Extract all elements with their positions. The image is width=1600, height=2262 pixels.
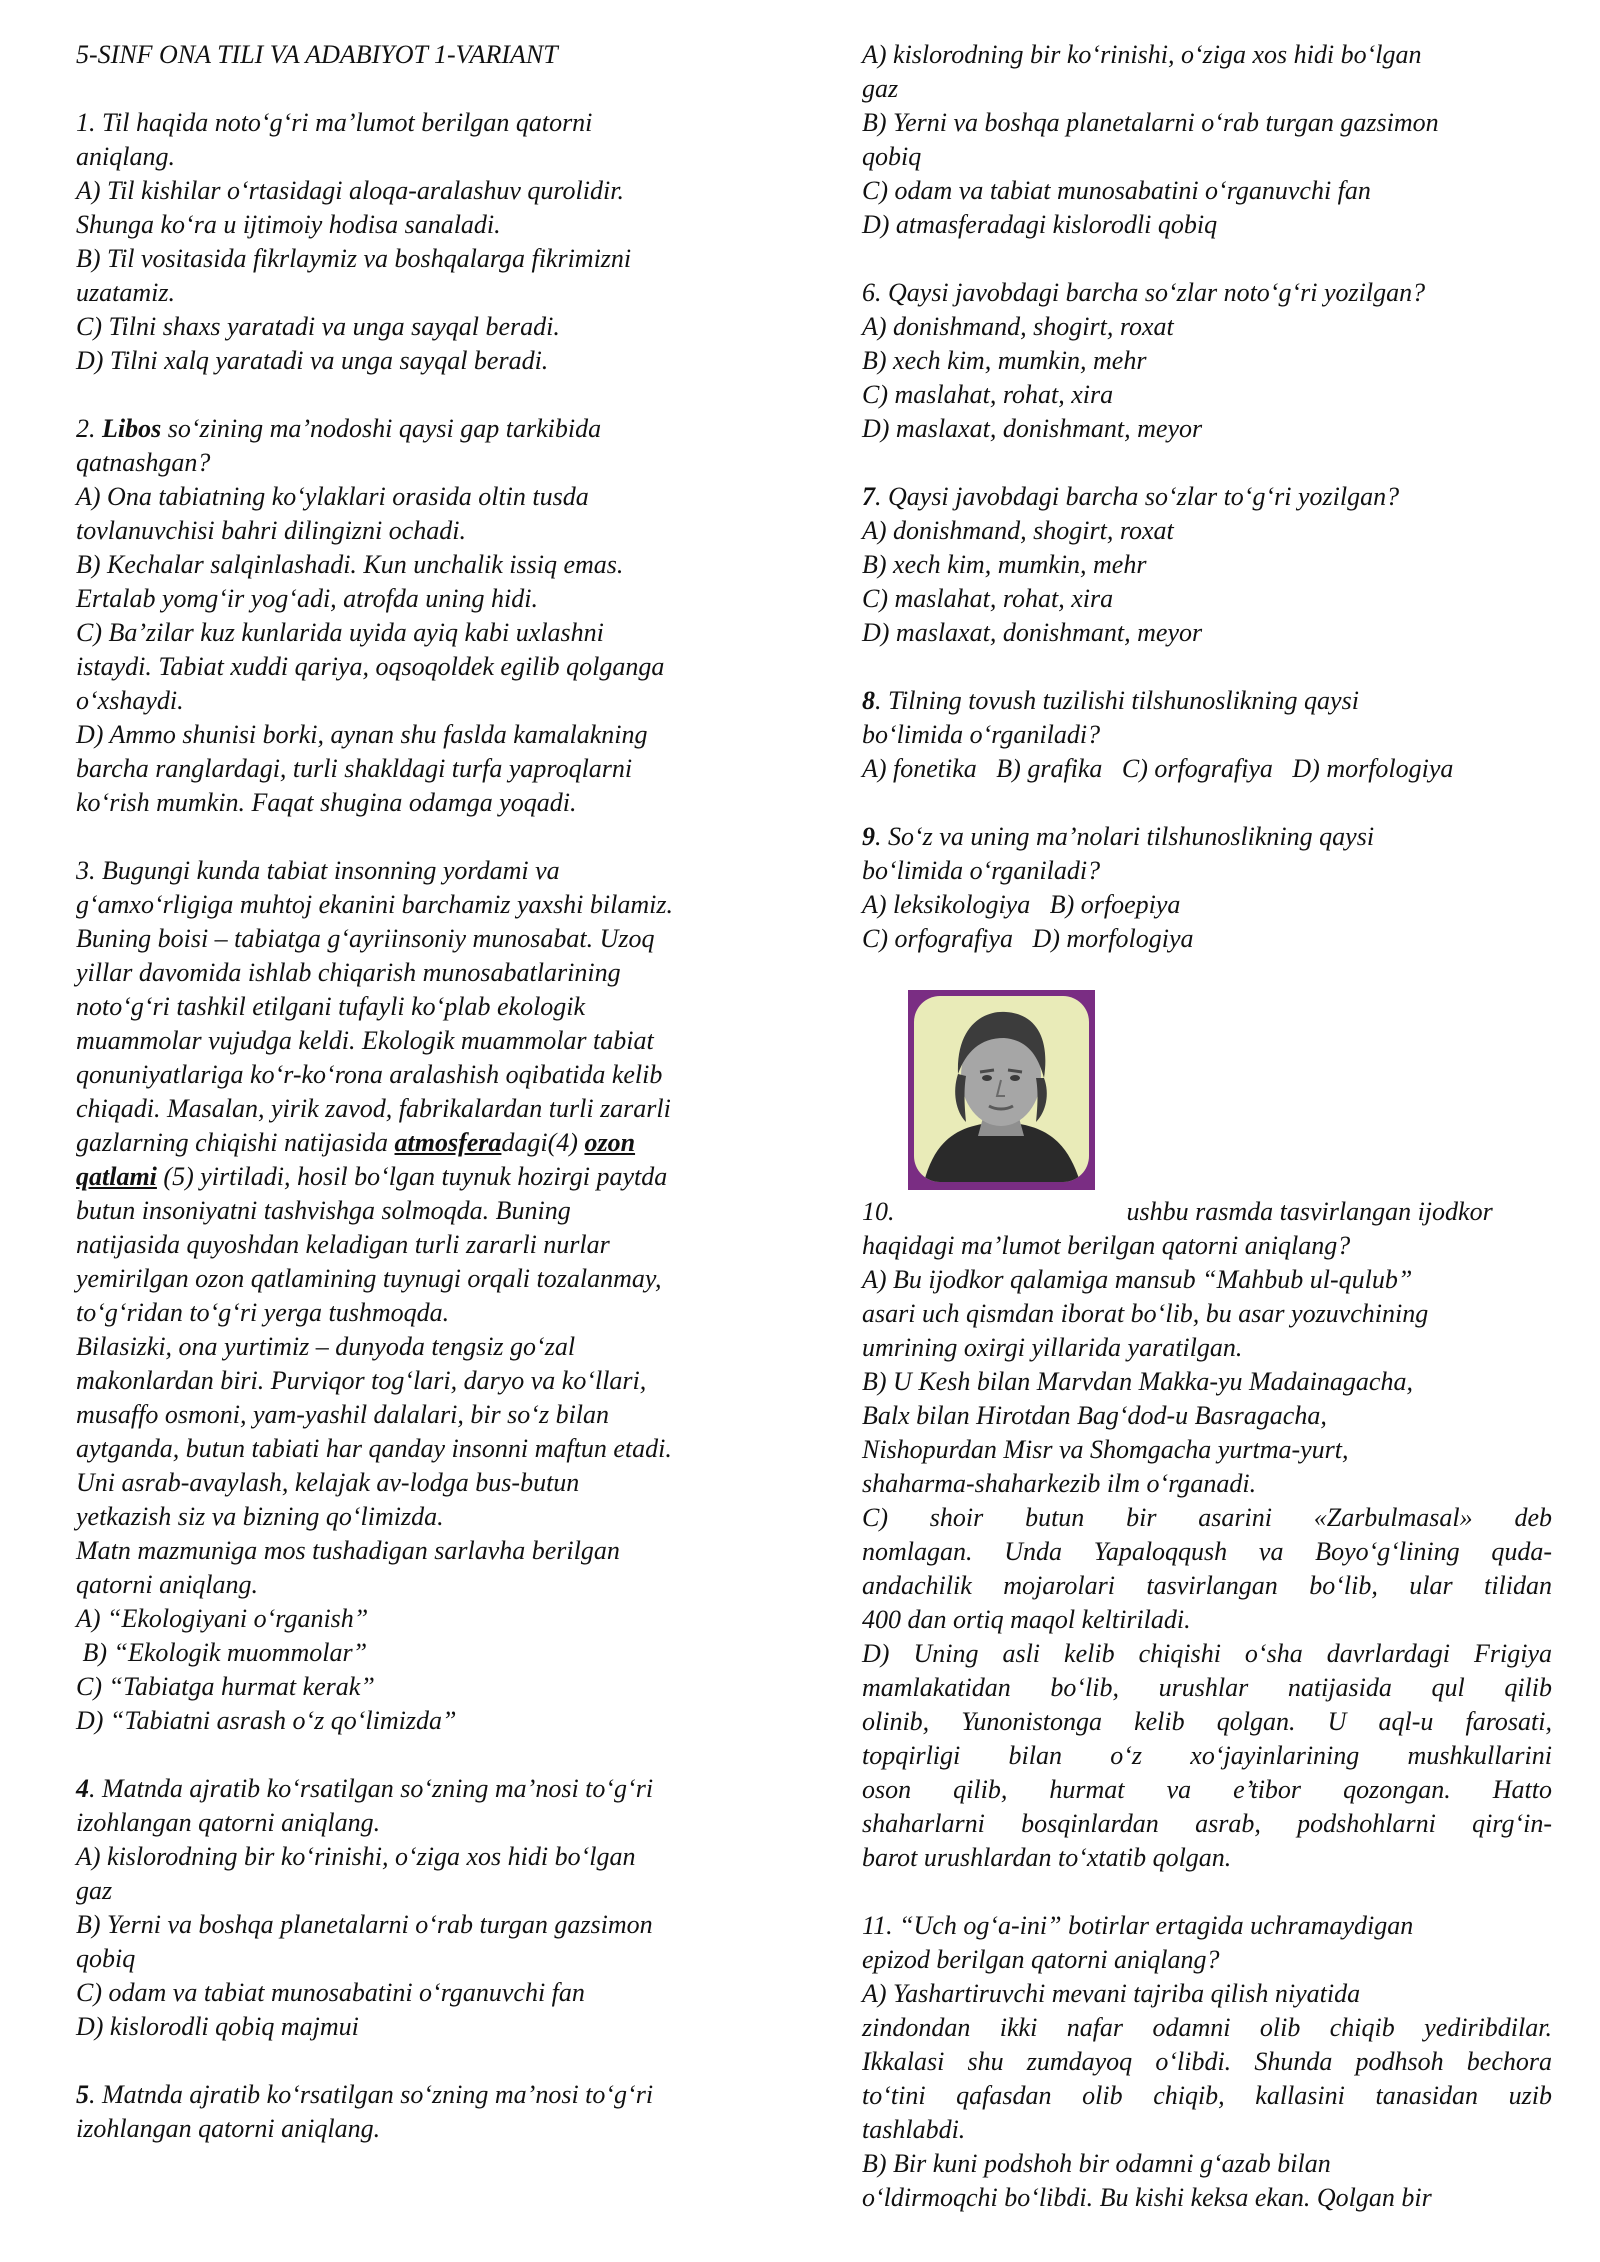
- q6-option-d: D) maslaxat, donishmant, meyor: [862, 414, 1203, 443]
- q4-line: gaz: [76, 1876, 113, 1905]
- question-6: [862, 276, 1552, 446]
- q10-number: 10.: [862, 1197, 895, 1226]
- q8-stem: [862, 684, 1552, 718]
- q2-number: 2.: [76, 414, 102, 443]
- portrait-background: [914, 996, 1089, 1182]
- question-10: [862, 990, 1552, 1875]
- q5-option-b: B) Yerni va boshqa planetalarni o‘rab turgan gazsimon: [862, 108, 1439, 137]
- q3-line: makonlardan biri. Purviqor tog‘lari, daryo va ko‘llari,: [76, 1366, 647, 1395]
- q3-text: gazlarning chiqishi natijasida: [76, 1128, 395, 1157]
- q3-line: Buning boisi – tabiatga g‘ayriinsoniy munosabat. Uzoq: [76, 924, 655, 953]
- q10-line: umrining oxirgi yillarida yaratilgan.: [862, 1333, 1243, 1362]
- q11-line: epizod berilgan qatorni aniqlang?: [862, 1945, 1220, 1974]
- q3-line: 3. Bugungi kunda tabiat insonning yordami va: [76, 856, 560, 885]
- q10-line: topqirligi bilan o‘z xo‘jayinlarining mushkullarini: [862, 1741, 1552, 1770]
- q11-line: Ikkalasi shu zumdayoq o‘libdi. Shunda podhsoh bechora: [862, 2047, 1552, 2076]
- q11-line: tashlabdi.: [862, 2115, 966, 2144]
- q10-line: 400 dan ortiq maqol keltiriladi.: [862, 1605, 1191, 1634]
- q11-option-b: B) Bir kuni podshoh bir odamni g‘azab bilan: [862, 2149, 1331, 2178]
- q3-line: Matn mazmuniga mos tushadigan sarlavha berilgan: [76, 1536, 620, 1565]
- q3-line: noto‘g‘ri tashkil etilgani tufayli ko‘plab ekologik: [76, 992, 586, 1021]
- q4-stem-rest: . Matnda ajratib ko‘rsatilgan so‘zning ma’nosi to‘g‘ri: [89, 1774, 654, 1803]
- author-portrait-image: [908, 990, 1095, 1190]
- q1-line: Shunga ko‘ra u ijtimoiy hodisa sanaladi.: [76, 210, 501, 239]
- q11-stem: 11. “Uch og‘a-ini” botirlar ertagida uchramaydigan: [862, 1911, 1414, 1940]
- q9-stem: [862, 820, 1552, 854]
- q3-line: musaffo osmoni, yam-yashil dalalari, bir so‘z bilan: [76, 1400, 610, 1429]
- q2-line: istaydi. Tabiat xuddi qariya, oqsoqoldek egilib qolganga: [76, 652, 665, 681]
- q2-option-d: D) Ammo shunisi borki, aynan shu faslda kamalakning: [76, 720, 648, 749]
- q5-option-c: C) odam va tabiat munosabatini o‘rganuvchi fan: [862, 176, 1371, 205]
- q5-stem: [76, 2078, 776, 2112]
- q4-number: 4: [76, 1774, 89, 1803]
- q4-option-a: A) kislorodning bir ko‘rinishi, o‘ziga xos hidi bo‘lgan: [76, 1842, 636, 1871]
- q4-option-d: D) kislorodli qobiq majmui: [76, 2012, 359, 2041]
- q9-options: C) orfografiya D) morfologiya: [862, 924, 1194, 953]
- question-2: [76, 412, 776, 820]
- q7-option-c: C) maslahat, rohat, xira: [862, 584, 1114, 613]
- q10-option-d: D) Uning asli kelib chiqishi o‘sha davrlardagi Frigiya: [862, 1639, 1552, 1668]
- q6-option-a: A) donishmand, shogirt, roxat: [862, 312, 1174, 341]
- q3-line: qonuniyatlariga ko‘r-ko‘rona aralashish oqibatida kelib: [76, 1060, 663, 1089]
- question-1: [76, 106, 776, 378]
- q10-line: nomlagan. Unda Yapaloqqush va Boyo‘g‘lining quda-: [862, 1537, 1552, 1566]
- q3-line: Uni asrab-avaylash, kelajak av-lodga bus-butun: [76, 1468, 580, 1497]
- q1-line: uzatamiz.: [76, 278, 175, 307]
- q3-line: yetkazish siz va bizning qo‘limizda.: [76, 1502, 444, 1531]
- question-8: [862, 684, 1552, 786]
- question-9: [862, 820, 1552, 956]
- q3-line: yillar davomida ishlab chiqarish munosabatlarining: [76, 958, 621, 987]
- q10-line: haqidagi ma’lumot berilgan qatorni aniqlang?: [862, 1231, 1351, 1260]
- q10-stem-rest: ushbu rasmda tasvirlangan ijodkor: [1126, 1197, 1493, 1226]
- q3-text: dagi(4): [501, 1128, 585, 1157]
- q3-line: to‘g‘ridan to‘g‘ri yerga tushmoqda.: [76, 1298, 450, 1327]
- q3-text: (5) yirtiladi, hosil bo‘lgan tuynuk hozirgi paytda: [156, 1162, 668, 1191]
- underlined-word-atmosfera: atmosfera: [394, 1128, 502, 1157]
- underlined-word-qatlami: qatlami: [76, 1162, 157, 1191]
- portrait-row: [862, 990, 1552, 1195]
- q2-line: Ertalab yomg‘ir yog‘adi, atrofda uning hidi.: [76, 584, 538, 613]
- q7-number: 7: [862, 482, 875, 511]
- q4-line: izohlangan qatorni aniqlang.: [76, 1808, 381, 1837]
- q1-option-a: A) Til kishilar o‘rtasidagi aloqa-aralashuv qurolidir.: [76, 176, 624, 205]
- q10-line: shaharma-shaharkezib ilm o‘rganadi.: [862, 1469, 1257, 1498]
- q10-line: oson qilib, hurmat va e’tibor qozongan. Hatto: [862, 1775, 1552, 1804]
- q1-line: 1. Til haqida noto‘g‘ri ma’lumot berilgan qatorni: [76, 108, 593, 137]
- q3-option-d: D) “Tabiatni asrash o‘z qo‘limizda”: [76, 1706, 457, 1735]
- q10-line: barot urushlardan to‘xtatib qolgan.: [862, 1843, 1232, 1872]
- q8-options: A) fonetika B) grafika C) orfografiya D) morfologiya: [862, 754, 1454, 783]
- question-7: [862, 480, 1552, 650]
- q2-bold-word: Libos: [102, 414, 162, 443]
- q3-line: aytganda, butun tabiati har qanday insonni maftun etadi.: [76, 1434, 672, 1463]
- q1-option-b: B) Til vositasida fikrlaymiz va boshqalarga fikrimizni: [76, 244, 632, 273]
- q5-stem-rest: . Matnda ajratib ko‘rsatilgan so‘zning ma’nosi to‘g‘ri: [89, 2080, 654, 2109]
- question-5-options: [862, 38, 1552, 242]
- q2-line: qatnashgan?: [76, 448, 211, 477]
- q3-option-b: B) “Ekologik muommolar”: [76, 1638, 368, 1667]
- q8-stem-rest: . Tilning tovush tuzilishi tilshunoslikning qaysi: [875, 686, 1359, 715]
- right-column: [862, 38, 1552, 2215]
- q4-stem: [76, 1772, 776, 1806]
- q3-option-c: C) “Tabiatga hurmat kerak”: [76, 1672, 375, 1701]
- q9-options: A) leksikologiya B) orfoepiya: [862, 890, 1181, 919]
- q10-stem: [862, 1195, 1552, 1229]
- q2-option-c: C) Ba’zilar kuz kunlarida uyida ayiq kabi uxlashni: [76, 618, 604, 647]
- q11-line: o‘ldirmoqchi bo‘libdi. Bu kishi keksa ekan. Qolgan bir: [862, 2183, 1432, 2212]
- q5-line: qobiq: [862, 142, 922, 171]
- q7-option-b: B) xech kim, mumkin, mehr: [862, 550, 1147, 579]
- q7-stem-rest: . Qaysi javobdagi barcha so‘zlar to‘g‘ri yozilgan?: [875, 482, 1400, 511]
- q6-option-c: C) maslahat, rohat, xira: [862, 380, 1114, 409]
- q10-option-c: C) shoir butun bir asarini «Zarbulmasal» deb: [862, 1503, 1552, 1532]
- q3-line-highlight: [76, 1126, 776, 1160]
- q3-line: yemirilgan ozon qatlamining tuynugi orqali tozalanmay,: [76, 1264, 662, 1293]
- question-5: [76, 2078, 776, 2146]
- q4-option-c: C) odam va tabiat munosabatini o‘rganuvchi fan: [76, 1978, 585, 2007]
- portrait-icon: [914, 996, 1089, 1182]
- q2-option-a: A) Ona tabiatning ko‘ylaklari orasida oltin tusda: [76, 482, 589, 511]
- question-4: [76, 1772, 776, 2044]
- q5-number: 5: [76, 2080, 89, 2109]
- q2-stem: [76, 412, 776, 446]
- q5-option-d: D) atmasferadagi kislorodli qobiq: [862, 210, 1218, 239]
- page-title: 5-SINF ONA TILI VA ADABIYOT 1-VARIANT: [76, 40, 558, 69]
- q3-line: chiqadi. Masalan, yirik zavod, fabrikalardan turli zararli: [76, 1094, 671, 1123]
- q10-line: andachilik mojarolari tasvirlangan bo‘lib, ular tilidan: [862, 1571, 1552, 1600]
- q7-option-a: A) donishmand, shogirt, roxat: [862, 516, 1174, 545]
- q7-stem: [862, 480, 1552, 514]
- q4-line: qobiq: [76, 1944, 136, 1973]
- q7-option-d: D) maslaxat, donishmant, meyor: [862, 618, 1203, 647]
- q8-number: 8: [862, 686, 875, 715]
- underlined-word-ozon: ozon: [584, 1128, 636, 1157]
- left-column: [76, 38, 776, 2146]
- question-3: [76, 854, 776, 1738]
- q5-option-a: A) kislorodning bir ko‘rinishi, o‘ziga xos hidi bo‘lgan: [862, 40, 1422, 69]
- question-11: [862, 1909, 1552, 2215]
- q2-stem-rest: so‘zining ma’nodoshi qaysi gap tarkibida: [161, 414, 602, 443]
- q5-line: gaz: [862, 74, 899, 103]
- q10-line: mamlakatidan bo‘lib, urushlar natijasida qul qilib: [862, 1673, 1552, 1702]
- q10-line: Balx bilan Hirotdan Bag‘dod-u Basragacha,: [862, 1401, 1327, 1430]
- q3-line-highlight: [76, 1160, 776, 1194]
- q4-option-b: B) Yerni va boshqa planetalarni o‘rab turgan gazsimon: [76, 1910, 653, 1939]
- q5-line: izohlangan qatorni aniqlang.: [76, 2114, 381, 2143]
- q11-line: zindondan ikki nafar odamni olib chiqib yediribdilar.: [862, 2013, 1552, 2042]
- q8-line: bo‘limida o‘rganiladi?: [862, 720, 1101, 749]
- q2-line: barcha ranglardagi, turli shakldagi turfa yaproqlarni: [76, 754, 633, 783]
- q11-line: to‘tini qafasdan olib chiqib, kallasini tanasidan uzib: [862, 2081, 1552, 2110]
- q3-line: butun insoniyatni tashvishga solmoqda. Buning: [76, 1196, 571, 1225]
- q3-line: g‘amxo‘rligiga muhtoj ekanini barchamiz yaxshi bilamiz.: [76, 890, 673, 919]
- q2-line: tovlanuvchisi bahri dilingizni ochadi.: [76, 516, 466, 545]
- q2-line: ko‘rish mumkin. Faqat shugina odamga yoqadi.: [76, 788, 577, 817]
- q2-line: o‘xshaydi.: [76, 686, 184, 715]
- q9-number: 9: [862, 822, 875, 851]
- q1-option-d: D) Tilni xalq yaratadi va unga sayqal beradi.: [76, 346, 549, 375]
- q9-line: bo‘limida o‘rganiladi?: [862, 856, 1101, 885]
- q3-option-a: A) “Ekologiyani o‘rganish”: [76, 1604, 369, 1633]
- q2-option-b: B) Kechalar salqinlashadi. Kun unchalik issiq emas.: [76, 550, 624, 579]
- q10-option-a: A) Bu ijodkor qalamiga mansub “Mahbub ul-qulub”: [862, 1265, 1413, 1294]
- q10-line: shaharlarni bosqinlardan asrab, podshohlarni qirg‘in-: [862, 1809, 1552, 1838]
- q11-option-a: A) Yashartiruvchi mevani tajriba qilish niyatida: [862, 1979, 1361, 2008]
- q10-line: Nishopurdan Misr va Shomgacha yurtma-yurt,: [862, 1435, 1349, 1464]
- q3-line: Bilasizki, ona yurtimiz – dunyoda tengsiz go‘zal: [76, 1332, 576, 1361]
- q3-line: natijasida quyoshdan keladigan turli zararli nurlar: [76, 1230, 610, 1259]
- q10-line: olinib, Yunonistonga kelib qolgan. U aql-u farosati,: [862, 1707, 1552, 1736]
- q1-option-c: C) Tilni shaxs yaratadi va unga sayqal beradi.: [76, 312, 560, 341]
- q1-line: aniqlang.: [76, 142, 175, 171]
- q9-stem-rest: . So‘z va uning ma’nolari tilshunoslikning qaysi: [875, 822, 1375, 851]
- q10-line: asari uch qismdan iborat bo‘lib, bu asar yozuvchining: [862, 1299, 1429, 1328]
- q3-line: qatorni aniqlang.: [76, 1570, 259, 1599]
- q6-option-b: B) xech kim, mumkin, mehr: [862, 346, 1147, 375]
- q3-line: muammolar vujudga keldi. Ekologik muammolar tabiat: [76, 1026, 654, 1055]
- q6-stem: 6. Qaysi javobdagi barcha so‘zlar noto‘g‘ri yozilgan?: [862, 278, 1426, 307]
- q10-option-b: B) U Kesh bilan Marvdan Makka-yu Madainagacha,: [862, 1367, 1413, 1396]
